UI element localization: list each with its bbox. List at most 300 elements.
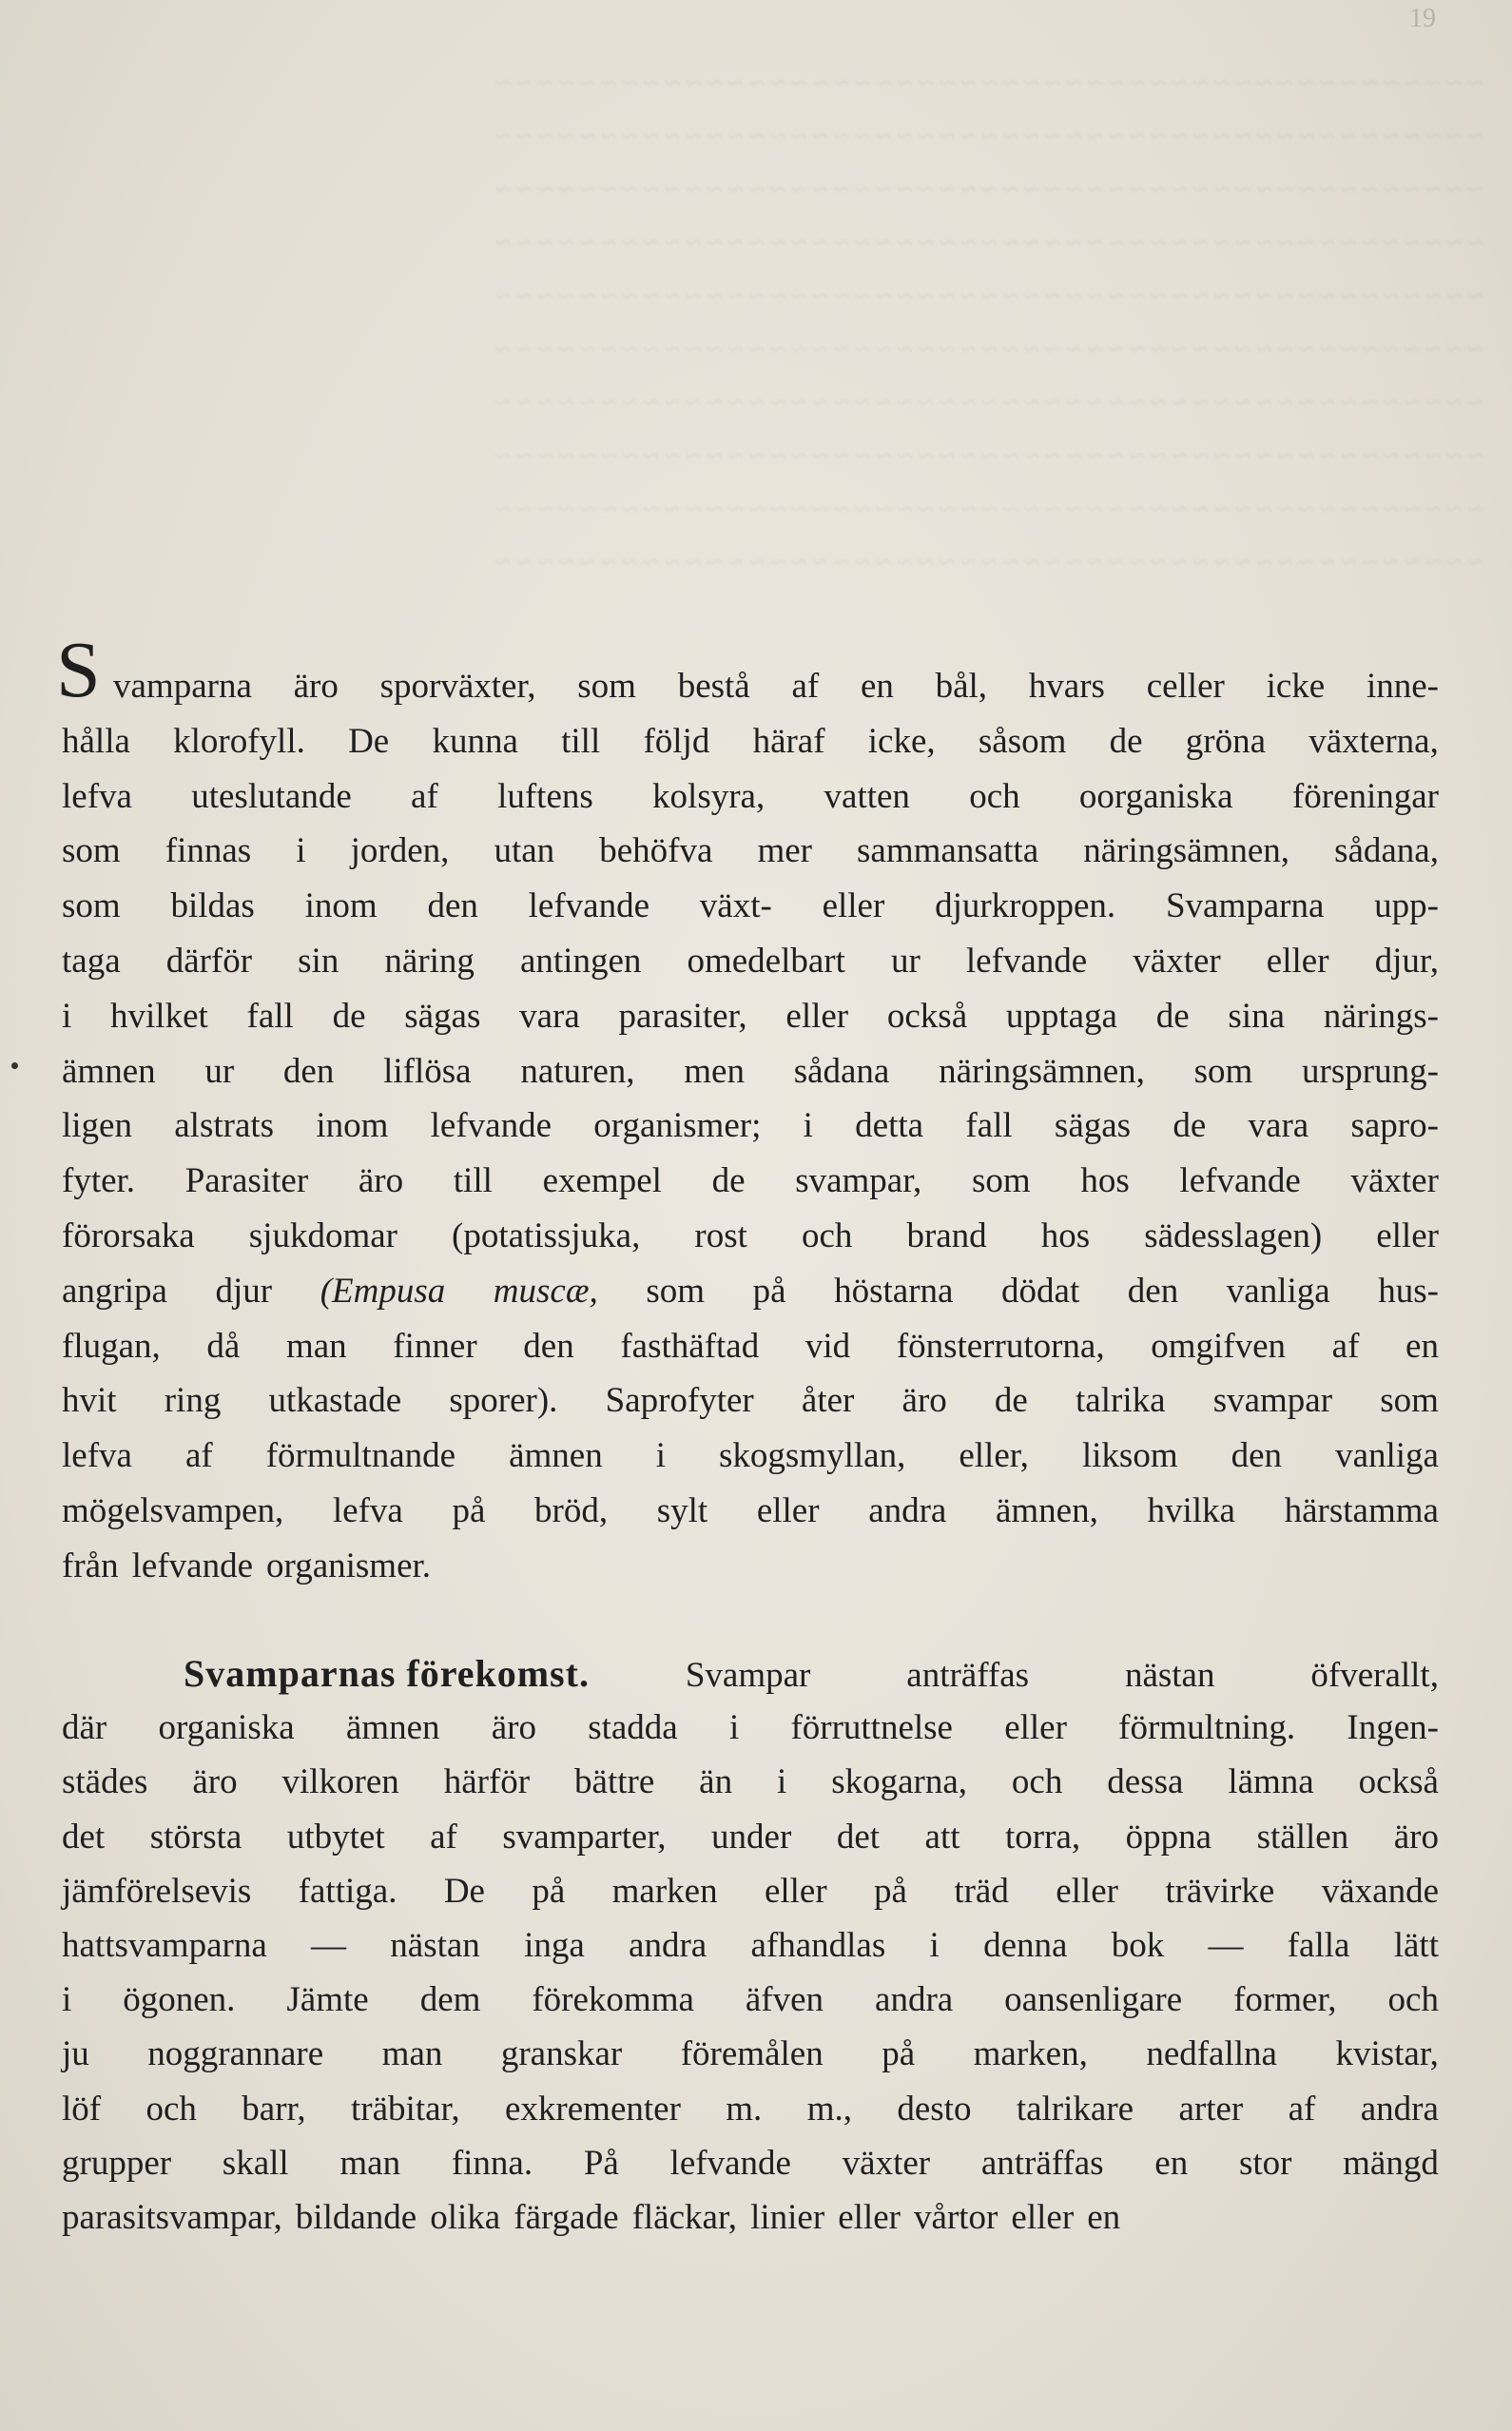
word: städes [62, 1762, 148, 1802]
text-line [62, 1209, 1439, 1264]
word: höstarna [834, 1271, 954, 1311]
word: det [62, 1817, 106, 1857]
word: olika [430, 2197, 501, 2237]
text-line [62, 1918, 1439, 1973]
word: den [1127, 1271, 1179, 1311]
word: ursprung- [1302, 1051, 1439, 1091]
word: naturen, [520, 1051, 635, 1091]
word: organismer. [266, 1546, 432, 1585]
word: träbitar, [351, 2089, 460, 2129]
text-line [62, 1484, 1439, 1539]
word: liksom [1081, 1436, 1178, 1476]
word: ring [164, 1381, 222, 1421]
word: djurkroppen. [935, 886, 1116, 926]
word: bok [1111, 1925, 1165, 1965]
word: och [801, 1216, 853, 1255]
word: bål, [935, 667, 988, 706]
word: m., [806, 2089, 852, 2129]
word: man [381, 2034, 443, 2074]
word: sägas [1054, 1106, 1132, 1146]
word: och [1387, 1980, 1439, 2020]
word: bröd, [534, 1490, 609, 1530]
word: andra [875, 1980, 954, 2020]
word: nedfallna [1146, 2034, 1277, 2074]
word: falla [1287, 1925, 1350, 1965]
word: färgade [514, 2197, 619, 2237]
word: utkastade [268, 1381, 402, 1421]
word: nästan [1124, 1656, 1215, 1695]
word: som [577, 667, 636, 706]
word: lätt [1393, 1925, 1439, 1965]
print-speck [11, 1062, 18, 1069]
word: vid [804, 1326, 851, 1366]
text-line [62, 879, 1439, 934]
text-line [62, 2136, 1439, 2190]
word: mängd [1343, 2143, 1439, 2183]
word: de [1173, 1106, 1207, 1146]
word: detta [855, 1106, 924, 1146]
word: liflösa [383, 1051, 472, 1091]
word: (Empusa [320, 1271, 446, 1311]
word: det [836, 1817, 881, 1857]
word: linier [750, 2197, 825, 2237]
word: eller [1004, 1708, 1067, 1748]
text-line [62, 1373, 1439, 1429]
word: som [1193, 1051, 1253, 1091]
word: barr, [242, 2089, 306, 2129]
word: hattsvamparna [62, 1925, 267, 1965]
word: omgifven [1151, 1326, 1287, 1366]
word: löf [62, 2089, 102, 2129]
word: äro [192, 1762, 238, 1802]
word: djur [215, 1271, 273, 1311]
word: i [62, 996, 72, 1036]
word: svamparter, [502, 1817, 667, 1857]
word: angripa [62, 1271, 167, 1311]
word: i [929, 1925, 940, 1965]
word: luftens [497, 776, 593, 816]
word: åter [801, 1381, 855, 1421]
word: fönsterrutorna, [896, 1326, 1105, 1366]
text-line [62, 1044, 1439, 1099]
word: inga [524, 1925, 585, 1965]
word: jorden, [350, 831, 450, 871]
word: också [1358, 1762, 1439, 1802]
text-line [62, 1864, 1439, 1918]
word: arter [1178, 2089, 1244, 2129]
word: fattiga. [298, 1871, 397, 1911]
word: sägas [404, 996, 481, 1036]
word: sin [298, 941, 339, 981]
word: djur, [1374, 941, 1439, 981]
word: förmultnande [265, 1436, 456, 1476]
text-line [62, 714, 1439, 769]
word: marken, [973, 2034, 1088, 2074]
word: dessa [1107, 1762, 1184, 1802]
word: anträffas [980, 2143, 1104, 2183]
word: upptaga [1005, 996, 1117, 1036]
word: som [646, 1271, 706, 1311]
word: då [206, 1326, 241, 1366]
word: i [296, 831, 306, 871]
show-through-text: ~~~~~~~~~~~~~~~~~~~~~~~~~~~~~~~~~~~~~~~~~~~~~~~ ~~~~~~~~~~~~~~~~~~~~~~~~~~~~~~~~~~~~~~~~~~~~~~~ ~~~~~~~~~~~~~~~~~~~~~~~~~~~~~~~~~~~~~~~~~~~~~~~ ~~~~~~~~~~~~~~~~~~~~~~~~~~~~~~~~~~~~~~~~~~~~~~~ ~~~~~~~~~~~~~~~~~~~~~~~~~~~~~~~~~~~~~~~~~~~~~~~ ~~~~~~~~~~~~~~~~~~~~~~~~~~~~~~~~~~~~~~~~~~~~~~~ ~~~~~~~~~~~~~~~~~~~~~~~~~~~~~~~~~~~~~~~~~~~~~~~ ~~~~~~~~~~~~~~~~~~~~~~~~~~~~~~~~~~~~~~~~~~~~~~~ ~~~~~~~~~~~~~~~~~~~~~~~~~~~~~~~~~~~~~~~~~~~~~~~ ~~~~~~~~~~~~~~~~~~~~~~~~~~~~~~~~~~~~~~~~~~~~~~~ [490, 68, 1483, 578]
word: lefvande [528, 886, 650, 926]
word: Jämte [286, 1980, 369, 2020]
word: klorofyll. [173, 721, 305, 761]
word: lämna [1228, 1762, 1314, 1802]
word: förruttnelse [790, 1708, 953, 1748]
word: sporväxter, [379, 667, 536, 706]
word: sammansatta [857, 831, 1039, 871]
word: härstamma [1284, 1490, 1439, 1530]
text-line [62, 989, 1439, 1044]
word: kolsyra, [652, 776, 766, 816]
word: eller [764, 1871, 827, 1911]
word: lefva [62, 1436, 132, 1476]
word: stor [1238, 2143, 1292, 2183]
word: ur [890, 941, 921, 981]
word: från [62, 1546, 119, 1585]
word: alstrats [174, 1106, 275, 1146]
word: taga [62, 941, 121, 981]
word: eller [1266, 941, 1329, 981]
word: följd [643, 721, 710, 761]
word: af [1331, 1326, 1360, 1366]
word: talrikare [1016, 2089, 1134, 2129]
word: Saprofyter [605, 1381, 754, 1421]
word: antingen [519, 941, 642, 981]
text-line [62, 769, 1439, 825]
word: På [583, 2143, 619, 2183]
word: vanliga [1335, 1436, 1439, 1476]
word: den [427, 886, 478, 926]
word: i [728, 1708, 740, 1748]
word: sådana, [1334, 831, 1439, 871]
word: sylt [656, 1490, 708, 1530]
word: trävirke [1165, 1871, 1275, 1911]
word: finna. [451, 2143, 533, 2183]
word: hus- [1378, 1271, 1439, 1311]
word: eller [1376, 1216, 1439, 1255]
word: vatten [824, 776, 910, 816]
text-line [62, 1810, 1439, 1864]
word: hos [1080, 1161, 1130, 1201]
text-line [62, 1429, 1439, 1484]
word: hvilket [110, 996, 208, 1036]
word: hvars [1028, 667, 1105, 706]
word: äro [293, 667, 339, 706]
word: under [711, 1817, 792, 1857]
word: noggrannare [147, 2034, 324, 2074]
word: växt- [699, 886, 772, 926]
word: inom [316, 1106, 389, 1146]
text-line [62, 1539, 1439, 1594]
word: fläckar, [631, 2197, 738, 2237]
word: bildande [295, 2197, 417, 2237]
word: ämnen, [995, 1490, 1098, 1530]
word: vanliga [1226, 1271, 1330, 1311]
word: eller [838, 2197, 901, 2237]
word: i [803, 1106, 813, 1146]
word: sådana [793, 1051, 890, 1091]
word: bättre [574, 1762, 655, 1802]
word: träd [954, 1871, 1009, 1911]
word: ämnen [62, 1051, 156, 1091]
word: af [791, 667, 820, 706]
word: af [430, 1817, 457, 1857]
word: upp- [1374, 886, 1439, 926]
word: på [532, 1871, 566, 1911]
word: närings- [1323, 996, 1439, 1036]
word: marken [611, 1871, 718, 1911]
word: af [184, 1436, 213, 1476]
word: eller, [959, 1436, 1029, 1476]
word: organismer; [593, 1106, 762, 1146]
word: skall [222, 2143, 289, 2183]
word: lefvande [131, 1546, 253, 1585]
word: i [62, 1980, 72, 2020]
word: icke [1266, 667, 1326, 706]
word: grupper [62, 2143, 172, 2183]
word: — [311, 1925, 347, 1965]
word: där [62, 1708, 107, 1748]
text-line [62, 2190, 1439, 2245]
word: man [285, 1326, 347, 1366]
word: utbytet [286, 1817, 385, 1857]
paragraph-2 [62, 1646, 1439, 2245]
word: parasiter, [618, 996, 747, 1036]
word: afhandlas [750, 1925, 886, 1965]
text-line [62, 2082, 1439, 2136]
word: icke, [867, 721, 936, 761]
word: brand [906, 1216, 987, 1255]
word: bestå [677, 667, 750, 706]
word: äro [358, 1161, 404, 1201]
text-line [62, 1701, 1439, 1755]
word: inne- [1366, 667, 1439, 706]
word: granskar [500, 2034, 623, 2074]
word: till [561, 721, 601, 761]
text-line [62, 1755, 1439, 1809]
word: sädesslagen) [1144, 1216, 1323, 1255]
word: som [1380, 1381, 1439, 1421]
word: mögelsvampen, [62, 1490, 284, 1530]
word: svampar [1212, 1381, 1333, 1421]
word: ju [62, 2034, 89, 2074]
word: en [1087, 2197, 1121, 2237]
word: desto [897, 2089, 972, 2129]
word: hos [1040, 1216, 1091, 1255]
text-line [62, 1646, 1439, 1701]
word: men [684, 1051, 745, 1091]
word: nästan [390, 1925, 480, 1965]
word: näringsämnen, [1083, 831, 1289, 871]
word: på [874, 1871, 907, 1911]
word: fall [965, 1106, 1013, 1146]
word: muscæ, [493, 1271, 598, 1311]
paragraph-1 [56, 626, 1439, 1594]
word: mer [757, 831, 812, 871]
word: vamparna [113, 667, 252, 706]
word: finnas [165, 831, 252, 871]
text-line [62, 1154, 1439, 1209]
word: fasthäftad [620, 1326, 760, 1366]
word: fyter. [62, 1161, 136, 1201]
text-line [62, 1099, 1439, 1154]
word: behöfva [599, 831, 713, 871]
word: dödat [1001, 1271, 1080, 1311]
word: De [443, 1871, 485, 1911]
word: fall [246, 996, 294, 1036]
word: växterna, [1308, 721, 1439, 761]
word: gröna [1185, 721, 1266, 761]
word: en [860, 667, 894, 706]
drop-cap: S [56, 626, 101, 714]
word: skogarna, [831, 1762, 968, 1802]
page-number: 19 [1409, 4, 1436, 33]
word: att [924, 1817, 960, 1857]
word: sapro- [1350, 1106, 1439, 1146]
word: — [1208, 1925, 1244, 1965]
word: svampar, [795, 1161, 922, 1201]
word: sporer). [449, 1381, 558, 1421]
word: andra [629, 1925, 708, 1965]
word: parasitsvampar, [62, 2197, 282, 2237]
word: på [452, 1490, 486, 1530]
word: på [882, 2034, 916, 2074]
word: anträffas [906, 1656, 1030, 1695]
word: växter [1133, 941, 1221, 981]
word: lefva [62, 776, 132, 816]
word: de [1109, 721, 1143, 761]
word: omedelbart [687, 941, 845, 981]
word: öppna [1125, 1817, 1212, 1857]
word: hvit [62, 1381, 117, 1421]
word: de [994, 1381, 1028, 1421]
word: näringsämnen, [939, 1051, 1145, 1091]
word: ögonen. [123, 1980, 236, 2020]
word: rost [694, 1216, 747, 1255]
text-line [62, 1264, 1439, 1319]
word: en [1154, 2143, 1189, 2183]
word: växter [842, 2143, 931, 2183]
word: hålla [62, 721, 130, 761]
word: eller [756, 1490, 820, 1530]
word: de [711, 1161, 746, 1201]
word: skogsmyllan, [719, 1436, 906, 1476]
word: lefva [332, 1490, 403, 1530]
word: den [282, 1051, 335, 1091]
word: i [777, 1762, 787, 1802]
word: lefvande [669, 2143, 791, 2183]
word: föremålen [680, 2034, 824, 2074]
word: ställen [1256, 1817, 1349, 1857]
word: och [969, 776, 1020, 816]
word: föreningar [1291, 776, 1439, 816]
word: De [348, 721, 390, 761]
word: vara [1248, 1106, 1309, 1146]
word: och [1011, 1762, 1063, 1802]
word: än [699, 1762, 733, 1802]
word: Svampar [685, 1656, 811, 1695]
word: de [1155, 996, 1190, 1036]
word: uteslutande [191, 776, 352, 816]
word: sjukdomar [248, 1216, 397, 1255]
word: äro [901, 1381, 947, 1421]
word: också [886, 996, 968, 1036]
word: ligen [62, 1106, 132, 1146]
word: Ingen- [1347, 1708, 1439, 1748]
word: kvistar, [1335, 2034, 1439, 2074]
word: denna [983, 1925, 1068, 1965]
word: m. [726, 2089, 763, 2129]
word: eller [1056, 1871, 1118, 1911]
word: förekomma [532, 1980, 694, 2020]
word: sina [1228, 996, 1285, 1036]
word: oorganiska [1078, 776, 1233, 816]
word: växande [1321, 1871, 1439, 1911]
word: oansenligare [1004, 1980, 1183, 2020]
word: lefvande [430, 1106, 552, 1146]
section-heading: Svamparnas förekomst. [184, 1652, 590, 1695]
word: vilkoren [281, 1762, 399, 1802]
word: (potatissjuka, [452, 1216, 641, 1255]
word: Svamparna [1165, 886, 1325, 926]
word: andra [868, 1490, 947, 1530]
word: inom [304, 886, 378, 926]
word: häraf [752, 721, 825, 761]
word: eller [785, 996, 849, 1036]
text-line [62, 2027, 1439, 2081]
word: i [655, 1436, 666, 1476]
word: bildas [170, 886, 255, 926]
word: som [62, 831, 121, 871]
word: härför [443, 1762, 531, 1802]
word: som [62, 886, 121, 926]
word: af [1288, 2089, 1316, 2129]
word: öfverallt, [1310, 1656, 1439, 1695]
text-line [62, 1973, 1439, 2027]
word: största [149, 1817, 242, 1857]
text-line [56, 626, 1439, 714]
word: andra [1360, 2089, 1439, 2129]
word: eller [822, 886, 885, 926]
word: exempel [542, 1161, 662, 1201]
text-line [62, 824, 1439, 879]
word: förorsaka [62, 1216, 195, 1255]
word: exkrementer [505, 2089, 681, 2129]
text-line [62, 934, 1439, 989]
word: lefvande [965, 941, 1088, 981]
word: organiska [158, 1708, 295, 1748]
word: till [453, 1161, 493, 1201]
word: de [332, 996, 366, 1036]
word: vara [519, 996, 580, 1036]
word: såsom [978, 721, 1067, 761]
word: ämnen [345, 1708, 440, 1748]
word: af [411, 776, 438, 816]
word: en [1405, 1326, 1439, 1366]
word: kunna [432, 721, 518, 761]
word: växter [1350, 1161, 1439, 1201]
word: som [971, 1161, 1031, 1201]
word: den [523, 1326, 574, 1366]
word: jämförelsevis [62, 1871, 252, 1911]
word: dem [419, 1980, 481, 2020]
word: äfven [745, 1980, 824, 2020]
word: den [1231, 1436, 1283, 1476]
text-line [62, 1319, 1439, 1374]
